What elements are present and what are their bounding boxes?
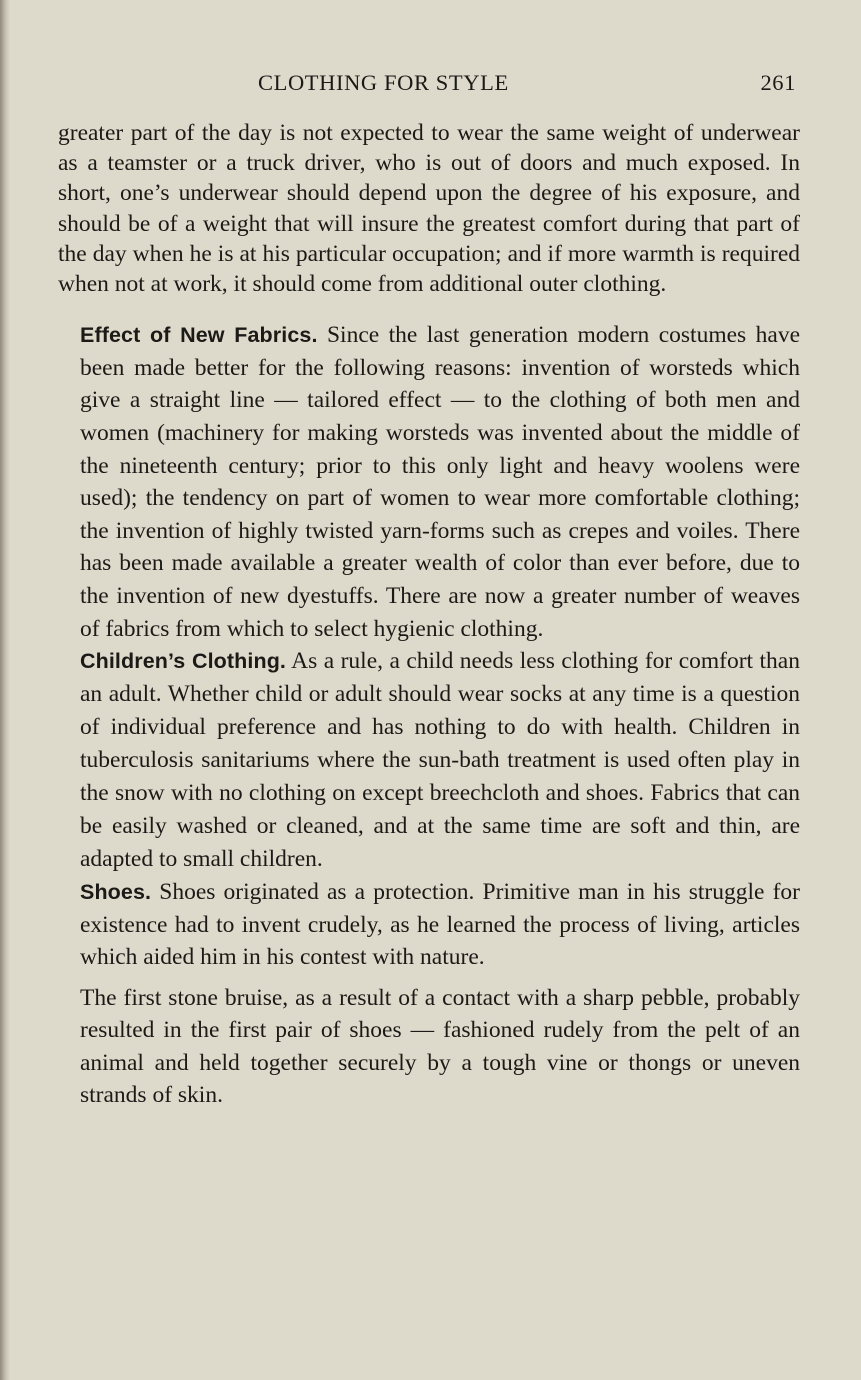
- section-childrens-clothing: [58, 645, 800, 876]
- chapter-title: CLOTHING FOR STYLE: [258, 70, 509, 95]
- section-heading-childrens-clothing: Children’s Clothing.: [80, 649, 287, 674]
- paragraph-text: As a rule, a child needs less clothing for comfort than an adult. Whether child or adult should wear socks at any time is a question of individual preference and has nothing to do with health. Children in tuberculosis sanitariums where the sun-bath treatment is used often play in the snow with no clothing on except breechcloth and shoes. Fabrics that can be easily washed or cleaned, and at the same time are soft and thin, are adapted to small children.: [80, 648, 800, 873]
- paragraph-text: The first stone bruise, as a result of a contact with a sharp pebble, probably resulted in the first pair of shoes — fashioned rudely from the pelt of an animal and held together securely by a tough vine or thongs or uneven strands of skin.: [80, 984, 800, 1109]
- paragraph-text: Since the last generation modern costumes have been made better for the following reasons: invention of worsteds which give a straight line — tailored effect — to the clothing of both men and women (machinery for making worsteds was invented about the middle of the nineteenth century; prior to this only light and heavy woolens were used); the tendency on part of women to wear more comfortable clothing; the invention of highly twisted yarn-forms such as crepes and voiles. There has been made available a greater wealth of color than ever before, due to the invention of new dyestuffs. There are now a greater number of weaves of fabrics from which to select hygienic clothing.: [80, 322, 800, 642]
- paragraph-text: greater part of the day is not expected to wear the same weight of underwear as a teamster or a truck driver, who is out of doors and much exposed. In short, one’s underwear should depend upon the degree of his exposure, and should be of a weight that will insure the greatest comfort during that part of the day when he is at his particular occupation; and if more warmth is required when not at work, it should come from additional outer clothing.: [58, 120, 800, 298]
- paragraph-underwear-continued: [58, 118, 800, 299]
- body-text: [58, 118, 800, 1112]
- section-new-fabrics: [58, 319, 800, 645]
- page-number: 261: [760, 70, 796, 95]
- paragraph-stone-bruise: [58, 982, 800, 1112]
- section-heading-new-fabrics: Effect of New Fabrics.: [80, 323, 318, 348]
- section-heading-shoes: Shoes.: [80, 880, 152, 905]
- section-shoes: [58, 876, 800, 974]
- paragraph-text: Shoes originated as a protection. Primitive man in his struggle for existence had to invent crudely, as he learned the process of living, articles which aided him in his contest with nature.: [80, 879, 801, 971]
- running-head: [58, 70, 802, 104]
